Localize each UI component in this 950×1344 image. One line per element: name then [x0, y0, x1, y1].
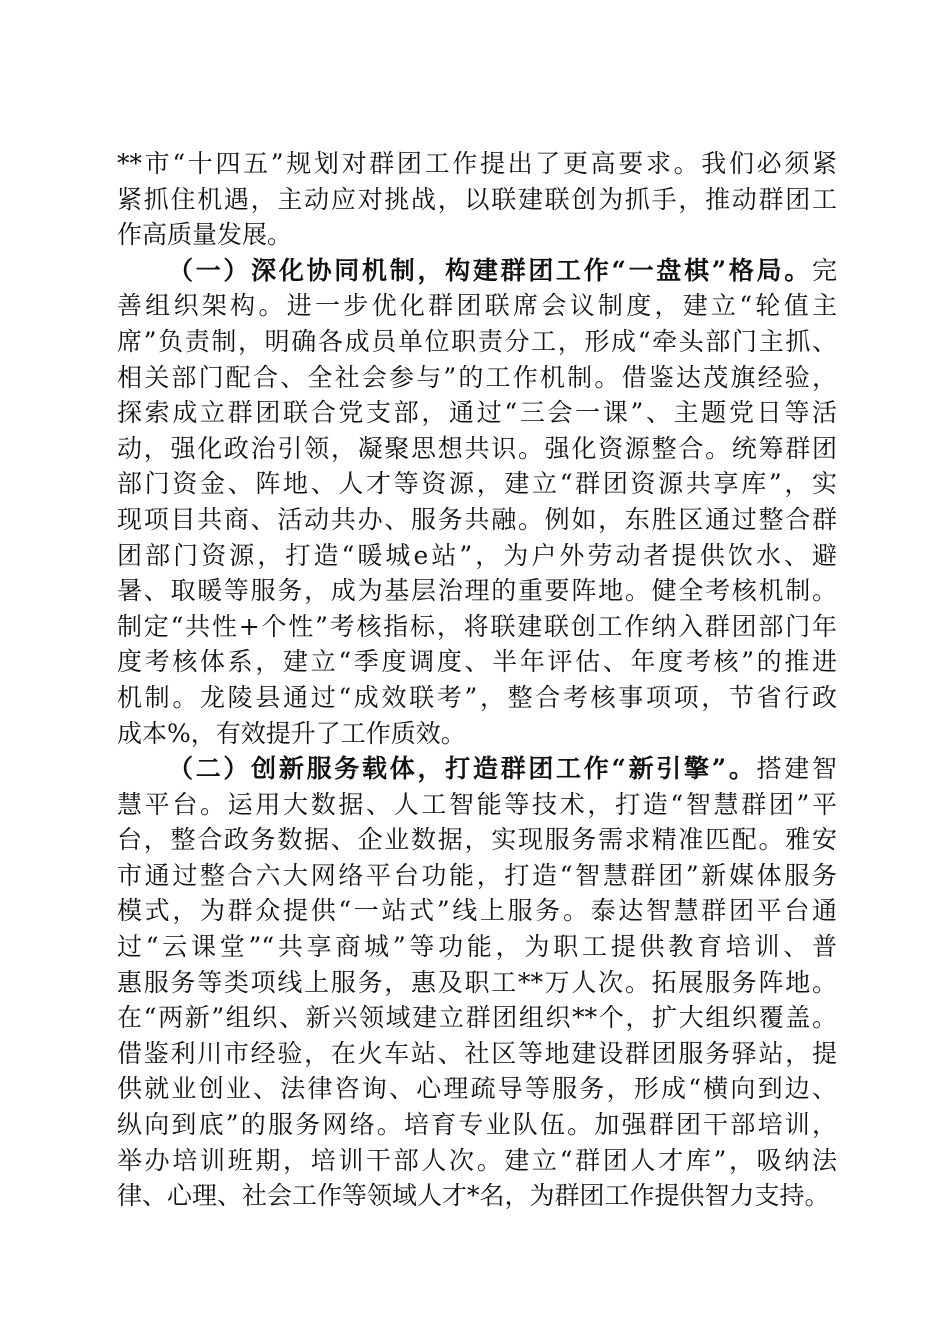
paragraph-3-line-8: 在“两新”组织、新兴领域建立群团组织**个，扩大组织覆盖。	[117, 1003, 837, 1033]
paragraph-1-line-1: **市“十四五”规划对群团工作提出了更高要求。我们必须紧	[117, 149, 837, 178]
paragraph-2-line-7: 部门资金、阵地、人才等资源，建立“群团资源共享库”，实	[117, 469, 837, 499]
paragraph-3-line-9: 借鉴利川市经验，在火车站、社区等地建设群团服务驿站，提	[117, 1038, 837, 1068]
paragraph-2-line-1	[117, 253, 837, 289]
paragraph-2-line-6: 动，强化政治引领，凝聚思想共识。强化资源整合。统筹群团	[117, 433, 837, 463]
paragraph-3-line-7: 惠服务等类项线上服务，惠及职工**万人次。拓展服务阵地。	[117, 967, 837, 997]
section-heading-1: （一）深化协同机制，构建群团工作“一盘棋”格局。	[168, 255, 812, 285]
paragraph-2-line-4: 相关部门配合、全社会参与”的工作机制。借鉴达茂旗经验，	[117, 362, 837, 392]
paragraph-2-line-14: 成本%，有效提升了工作质效。	[117, 718, 466, 748]
paragraph-3-line-1-tail: 搭建智	[756, 754, 837, 784]
paragraph-2-line-3: 席”负责制，明确各成员单位职责分工，形成“牵头部门主抓、	[117, 326, 837, 356]
paragraph-2-line-11: 制定“共性+个性”考核指标，将联建联创工作纳入群团部门年	[117, 611, 837, 641]
paragraph-1-line-2: 紧抓住机遇，主动应对挑战，以联建联创为抓手，推动群团工	[117, 184, 837, 214]
paragraph-2-line-1-tail: 完	[811, 255, 837, 285]
section-heading-2: （二）创新服务载体，打造群团工作“新引擎”。	[168, 754, 757, 784]
paragraph-2-line-9: 团部门资源，打造“暖城e站”，为户外劳动者提供饮水、避	[117, 540, 837, 570]
paragraph-3-line-2: 慧平台。运用大数据、人工智能等技术，打造“智慧群团”平	[117, 789, 837, 819]
paragraph-3-line-12: 举办培训班期，培训干部人次。建立“群团人才库”，吸纳法	[117, 1145, 837, 1175]
document-body	[117, 146, 837, 1214]
paragraph-3-line-10: 供就业创业、法律咨询、心理疏导等服务，形成“横向到边、	[117, 1074, 837, 1104]
paragraph-2-line-10: 暑、取暖等服务，成为基层治理的重要阵地。健全考核机制。	[117, 576, 837, 606]
paragraph-2-line-2: 善组织架构。进一步优化群团联席会议制度，建立“轮值主	[117, 291, 837, 321]
paragraph-2-line-12: 度考核体系，建立“季度调度、半年评估、年度考核”的推进	[117, 647, 837, 677]
paragraph-3-line-1	[117, 751, 837, 787]
paragraph-2-line-5: 探索成立群团联合党支部，通过“三会一课”、主题党日等活	[117, 398, 837, 428]
paragraph-2-line-13: 机制。龙陵县通过“成效联考”，整合考核事项项，节省行政	[117, 682, 837, 712]
paragraph-3-line-13: 律、心理、社会工作等领域人才*名，为群团工作提供智力支持。	[117, 1181, 830, 1211]
paragraph-3-line-11: 纵向到底”的服务网络。培育专业队伍。加强群团干部培训，	[117, 1110, 837, 1140]
paragraph-3-line-6: 过“云课堂”“共享商城”等功能，为职工提供教育培训、普	[117, 932, 837, 962]
paragraph-3-line-5: 模式，为群众提供“一站式”线上服务。泰达智慧群团平台通	[117, 896, 837, 926]
paragraph-2-line-8: 现项目共商、活动共办、服务共融。例如，东胜区通过整合群	[117, 504, 837, 534]
paragraph-3-line-4: 市通过整合六大网络平台功能，打造“智慧群团”新媒体服务	[117, 860, 837, 890]
paragraph-1-line-3: 作高质量发展。	[117, 220, 293, 250]
paragraph-3-line-3: 台，整合政务数据、企业数据，实现服务需求精准匹配。雅安	[117, 825, 837, 855]
